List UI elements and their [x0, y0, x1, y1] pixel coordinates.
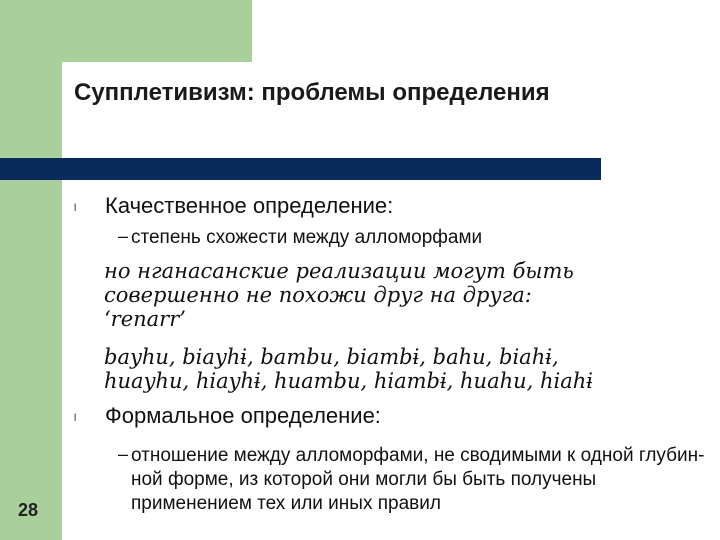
- handwritten-line: ‘renarr’: [104, 307, 186, 331]
- page-number: 28: [18, 500, 39, 520]
- subitem-allomorph-relation: отношение между алломорфами, не сводимыми к одной глубин-ной форме, из которой они могли бы быть получены применением тех или иных правил: [131, 445, 705, 514]
- handwritten-line: но нганасанские реализации могут быть: [104, 259, 574, 283]
- title-underline-bar: [0, 158, 601, 180]
- title-bar-dot: [16, 158, 38, 180]
- dash-icon: –: [118, 226, 129, 246]
- bullet-qualitative-definition: Качественное определение:: [105, 193, 394, 218]
- handwritten-line: bayhu, biayhɨ, bambu, biambɨ, bahu, biahɨ,: [104, 345, 559, 369]
- bullet-icon: l: [74, 413, 77, 424]
- handwritten-note: [104, 259, 714, 331]
- handwritten-examples: [104, 345, 714, 393]
- handwritten-line: совершенно не похожи друг на друга:: [104, 283, 532, 307]
- bullet-formal-definition: Формальное определение:: [105, 403, 381, 428]
- slide-title: Супплетивизм: проблемы определения: [74, 79, 550, 106]
- bullet-icon: l: [74, 203, 77, 214]
- subitem-similarity-degree: степень схожести между алломорфами: [131, 227, 483, 248]
- handwritten-line: huayhu, hiayhɨ, huambu, hiambɨ, huahu, hiahɨ: [104, 369, 594, 393]
- dash-icon: –: [118, 444, 129, 464]
- title-bar-line: [0, 158, 601, 180]
